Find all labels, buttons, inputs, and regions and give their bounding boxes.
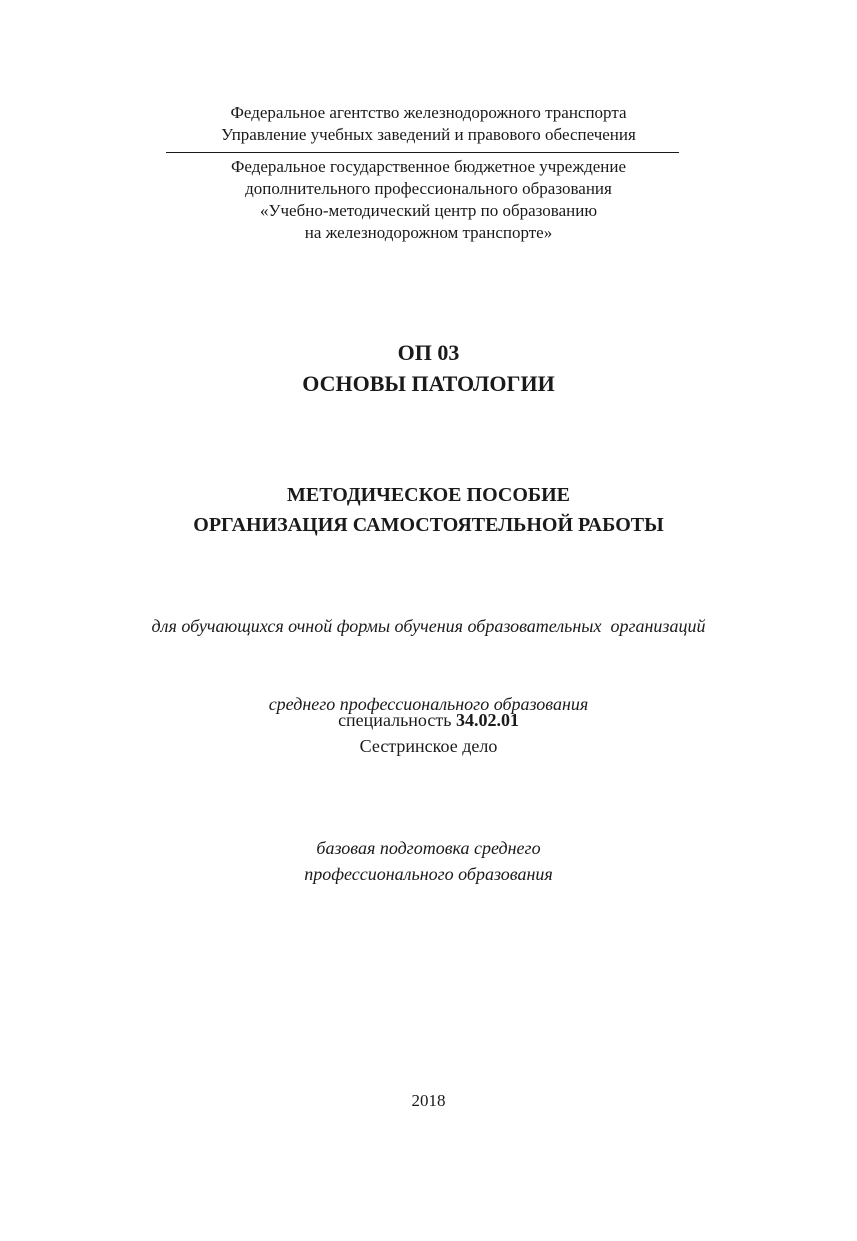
institution-line: дополнительного профессионального образования [245, 179, 612, 198]
header-divider [166, 152, 679, 153]
specialty-label: специальность [338, 710, 452, 730]
institution-line: на железнодорожном транспорте» [304, 223, 553, 242]
institution-header [0, 156, 857, 244]
level-line: базовая подготовка среднего [316, 838, 541, 858]
institution-line: Федеральное государственное бюджетное учреждение [230, 157, 627, 176]
course-code: ОП 03 [397, 340, 460, 365]
audience-line: для обучающихся очной формы обучения образовательных организаций [151, 616, 706, 636]
specialty-block [0, 707, 857, 759]
agency-header [0, 102, 857, 146]
specialty-code: 34.02.01 [455, 710, 519, 730]
specialty-line [0, 707, 857, 733]
course-title: ОСНОВЫ ПАТОЛОГИИ [302, 371, 555, 396]
agency-line: Федеральное агентство железнодорожного транспорта [230, 103, 627, 122]
training-level-block [0, 835, 857, 887]
manual-type: МЕТОДИЧЕСКОЕ ПОСОБИЕ [286, 484, 570, 506]
level-line: профессионального образования [304, 864, 553, 884]
publication-year: 2018 [411, 1091, 446, 1110]
manual-subtitle: ОРГАНИЗАЦИЯ САМОСТОЯТЕЛЬНОЙ РАБОТЫ [193, 514, 664, 536]
audience-line: среднего профессионального образования [268, 694, 589, 714]
specialty-name: Сестринское дело [359, 736, 498, 756]
course-title-block [0, 337, 857, 399]
department-line: Управление учебных заведений и правового обеспечения [221, 125, 636, 144]
manual-title-block [0, 480, 857, 540]
institution-line: «Учебно-методический центр по образованию [259, 201, 598, 220]
